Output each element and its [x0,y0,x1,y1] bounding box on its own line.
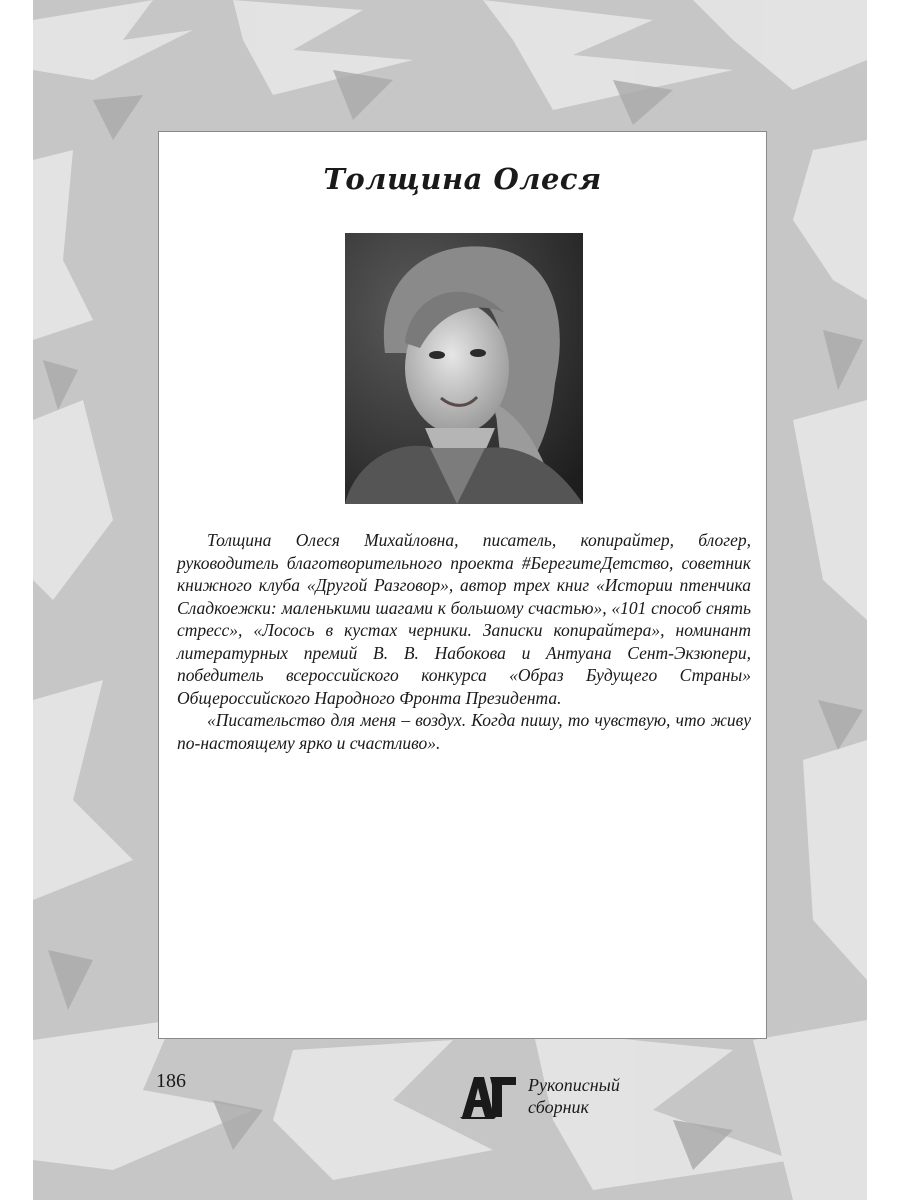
content-card [158,131,767,1039]
publisher-name-line1: Рукописный [528,1075,620,1095]
publisher-name [528,1074,620,1118]
publisher-name-line2: сборник [528,1097,589,1117]
publisher-logo-icon [460,1073,518,1119]
bio-quote: «Писательство для меня – воздух. Когда пишу, то чувствую, что живу по-настоящему ярко и счастливо». [177,710,751,753]
page-number: 186 [156,1070,186,1092]
author-bio [177,529,751,754]
author-name: Толщина Олеся [323,162,602,196]
bio-paragraph: Толщина Олеся Михайловна, писатель, копирайтер, блогер, руководитель благотворительного проекта #БерегитеДетство, советник книжного клуба «Другой Разговор», автор трех книг «Истории птенчика Сладкоежки: маленькими шагами к большому счастью», «101 способ снять стресс», «Лосось в кустах черники. Записки копирайтера», номинант литературных премий В. В. Набокова и Антуана Сент-Экзюпери, победитель всероссийского конкурса «Образ Будущего Страны» Общероссийского Народного Фронта Президента. [177,530,751,708]
author-photo [345,233,583,504]
